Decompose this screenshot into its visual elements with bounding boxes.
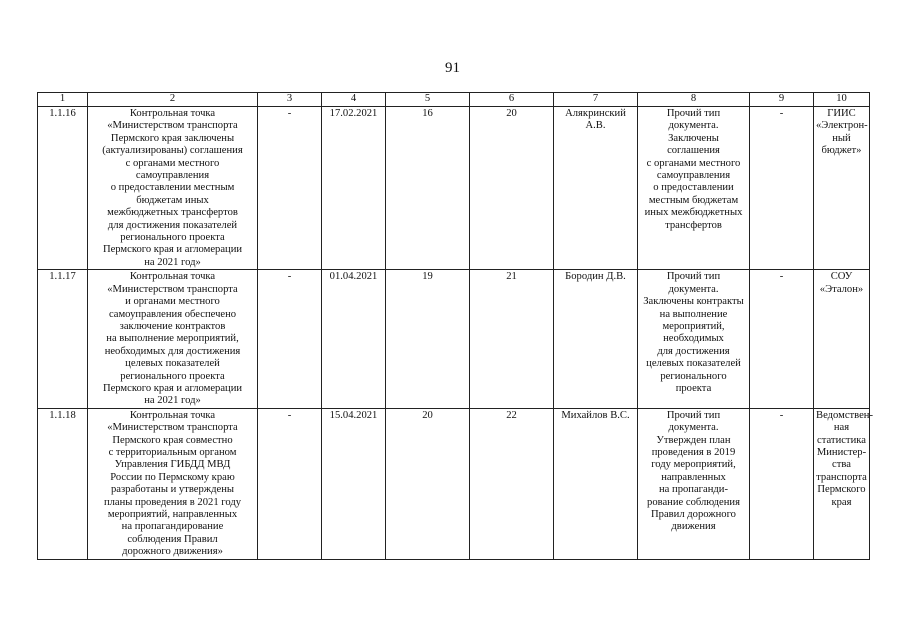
header-cell: 10 [814, 93, 870, 107]
cell-line: мероприятий, [662, 320, 725, 332]
cell-line: Пермского края и агломерации [102, 244, 243, 256]
cell-line: Прочий тип [666, 271, 721, 283]
cell-line: необходимых [663, 333, 724, 345]
cell-line: транспорта [816, 471, 867, 483]
description-cell [88, 270, 258, 408]
cell-line: Пермского края заключены [110, 132, 235, 144]
table-row [38, 107, 870, 270]
cell-line: России по Пермскому краю [110, 471, 235, 483]
cell-line: целевых показателей [125, 358, 220, 370]
cell-line: направленных [661, 471, 726, 483]
column-9-cell: - [750, 408, 814, 559]
table-row [38, 408, 870, 559]
cell-line: «Электрон- [816, 120, 868, 132]
column-6-cell: 22 [470, 408, 554, 559]
header-cell: 2 [88, 93, 258, 107]
cell-line: ства [832, 459, 851, 471]
system-cell [814, 107, 870, 270]
cell-line: регионального [660, 370, 727, 382]
cell-line: проекта [675, 382, 712, 394]
column-6-cell: 21 [470, 270, 554, 408]
cell-line: разработаны и утверждены [110, 484, 234, 496]
cell-line: местным бюджетам [648, 194, 739, 206]
column-6-cell: 20 [470, 107, 554, 270]
row-number-cell: 1.1.18 [38, 408, 88, 559]
cell-line: о предоставлении местным [110, 182, 235, 194]
column-3-cell: - [258, 270, 322, 408]
cell-line: на 2021 год» [144, 395, 201, 407]
column-3-cell: - [258, 408, 322, 559]
description-cell [88, 107, 258, 270]
cell-line: бюджет» [821, 145, 862, 157]
cell-line: «Министерством транспорта [107, 283, 238, 295]
document-cell [638, 270, 750, 408]
cell-line: Пермского края и агломерации [102, 382, 243, 394]
cell-line: Правил дорожного [651, 509, 736, 520]
date-cell: 01.04.2021 [322, 270, 386, 408]
header-cell: 4 [322, 93, 386, 107]
cell-line: самоуправления [135, 170, 210, 182]
cell-line: Контрольная точка [129, 271, 216, 283]
cell-line: регионального проекта [120, 232, 225, 244]
header-cell: 3 [258, 93, 322, 107]
cell-line: Пермского [817, 484, 866, 496]
cell-line: с органами местного [646, 157, 741, 169]
cell-line: документа. [668, 120, 719, 132]
cell-line: на пропагандирование [121, 521, 224, 533]
document-cell [638, 107, 750, 270]
cell-line: с органами местного [125, 157, 220, 169]
cell-line: ный [832, 132, 851, 144]
header-cell: 9 [750, 93, 814, 107]
cell-line: документа. [668, 422, 719, 434]
cell-line: регионального проекта [120, 370, 225, 382]
cell-line: заключение контрактов [119, 320, 226, 332]
header-cell: 1 [38, 93, 88, 107]
cell-line: необходимых для достижения [104, 345, 241, 357]
column-5-cell: 19 [386, 270, 470, 408]
cell-line: для достижения показателей [107, 219, 238, 231]
cell-line: Бородин Д.В. [565, 271, 626, 283]
cell-line: самоуправления [656, 170, 731, 182]
table-row [38, 270, 870, 408]
date-cell: 17.02.2021 [322, 107, 386, 270]
column-9-cell: - [750, 107, 814, 270]
cell-line: на выполнение [659, 308, 728, 320]
cell-line: иных межбюджетных [644, 207, 743, 219]
column-3-cell: - [258, 107, 322, 270]
cell-line: Михайлов В.С. [561, 409, 630, 421]
cell-line: соглашения [667, 145, 720, 157]
cell-line: трансфертов [665, 219, 722, 231]
cell-line: с территориальным органом [108, 446, 237, 458]
cell-line: Контрольная точка [129, 108, 216, 119]
row-number-cell: 1.1.16 [38, 107, 88, 270]
cell-line: для достижения [657, 345, 730, 357]
header-cell: 6 [470, 93, 554, 107]
column-5-cell: 16 [386, 107, 470, 270]
header-cell: 8 [638, 93, 750, 107]
column-5-cell: 20 [386, 408, 470, 559]
cell-line: на выполнение мероприятий, [106, 333, 239, 345]
cell-line: Министер- [816, 446, 867, 458]
header-cell: 5 [386, 93, 470, 107]
row-number-cell: 1.1.17 [38, 270, 88, 408]
system-cell [814, 408, 873, 559]
responsible-cell [554, 107, 638, 270]
cell-line: о предоставлении [653, 182, 734, 194]
cell-line: бюджетам иных [136, 194, 209, 206]
cell-line: «Министерством транспорта [107, 120, 238, 132]
cell-line: планы проведения в 2021 году [103, 496, 242, 508]
cell-line: (актуализированы) соглашения [102, 145, 243, 157]
cell-line: дорожного движения» [122, 546, 223, 558]
cell-line: движения [671, 521, 716, 533]
header-cell: 7 [554, 93, 638, 107]
cell-line: Прочий тип [666, 409, 721, 421]
responsible-cell [554, 270, 638, 408]
cell-line: Управления ГИБДД МВД [114, 459, 231, 471]
cell-line: Алякринский [565, 108, 626, 119]
cell-line: Пермского края совместно [112, 434, 233, 446]
cell-line: края [831, 496, 852, 508]
cell-line: Ведомствен- [816, 409, 873, 421]
page-number: 91 [445, 60, 460, 76]
cell-line: самоуправления обеспечено [108, 308, 237, 320]
cell-line: Заключены контракты [643, 296, 744, 308]
cell-line: Заключены [668, 132, 719, 144]
document-cell [638, 408, 750, 559]
cell-line: ГИИС [827, 108, 856, 119]
cell-line: целевых показателей [646, 358, 741, 370]
cell-line: «Министерством транспорта [107, 422, 238, 434]
column-9-cell: - [750, 270, 814, 408]
cell-line: рование соблюдения [647, 496, 740, 508]
cell-line: году мероприятий, [651, 459, 736, 471]
cell-line: соблюдения Правил [127, 533, 218, 545]
cell-line: документа. [668, 283, 719, 295]
cell-line: СОУ [830, 271, 853, 283]
cell-line: Утвержден план [656, 434, 731, 446]
description-cell [88, 408, 258, 559]
cell-line: проведения в 2019 [651, 446, 736, 458]
system-cell [814, 270, 870, 408]
cell-line: на пропаганди- [659, 484, 728, 496]
header-row [38, 93, 870, 107]
cell-line: ная [833, 422, 850, 434]
responsible-cell [554, 408, 638, 559]
cell-line: и органами местного [125, 296, 220, 308]
cell-line: Контрольная точка [129, 409, 216, 421]
cell-line: статистика [817, 434, 866, 446]
table-body [38, 107, 873, 560]
cell-line: межбюджетных трансфертов [107, 207, 238, 219]
control-points-table [37, 92, 873, 560]
cell-line: «Эталон» [819, 283, 864, 295]
cell-line: Прочий тип [666, 108, 721, 119]
cell-line: мероприятий, направленных [107, 509, 238, 520]
date-cell: 15.04.2021 [322, 408, 386, 559]
cell-line: на 2021 год» [144, 256, 201, 268]
cell-line: А.В. [585, 120, 606, 132]
